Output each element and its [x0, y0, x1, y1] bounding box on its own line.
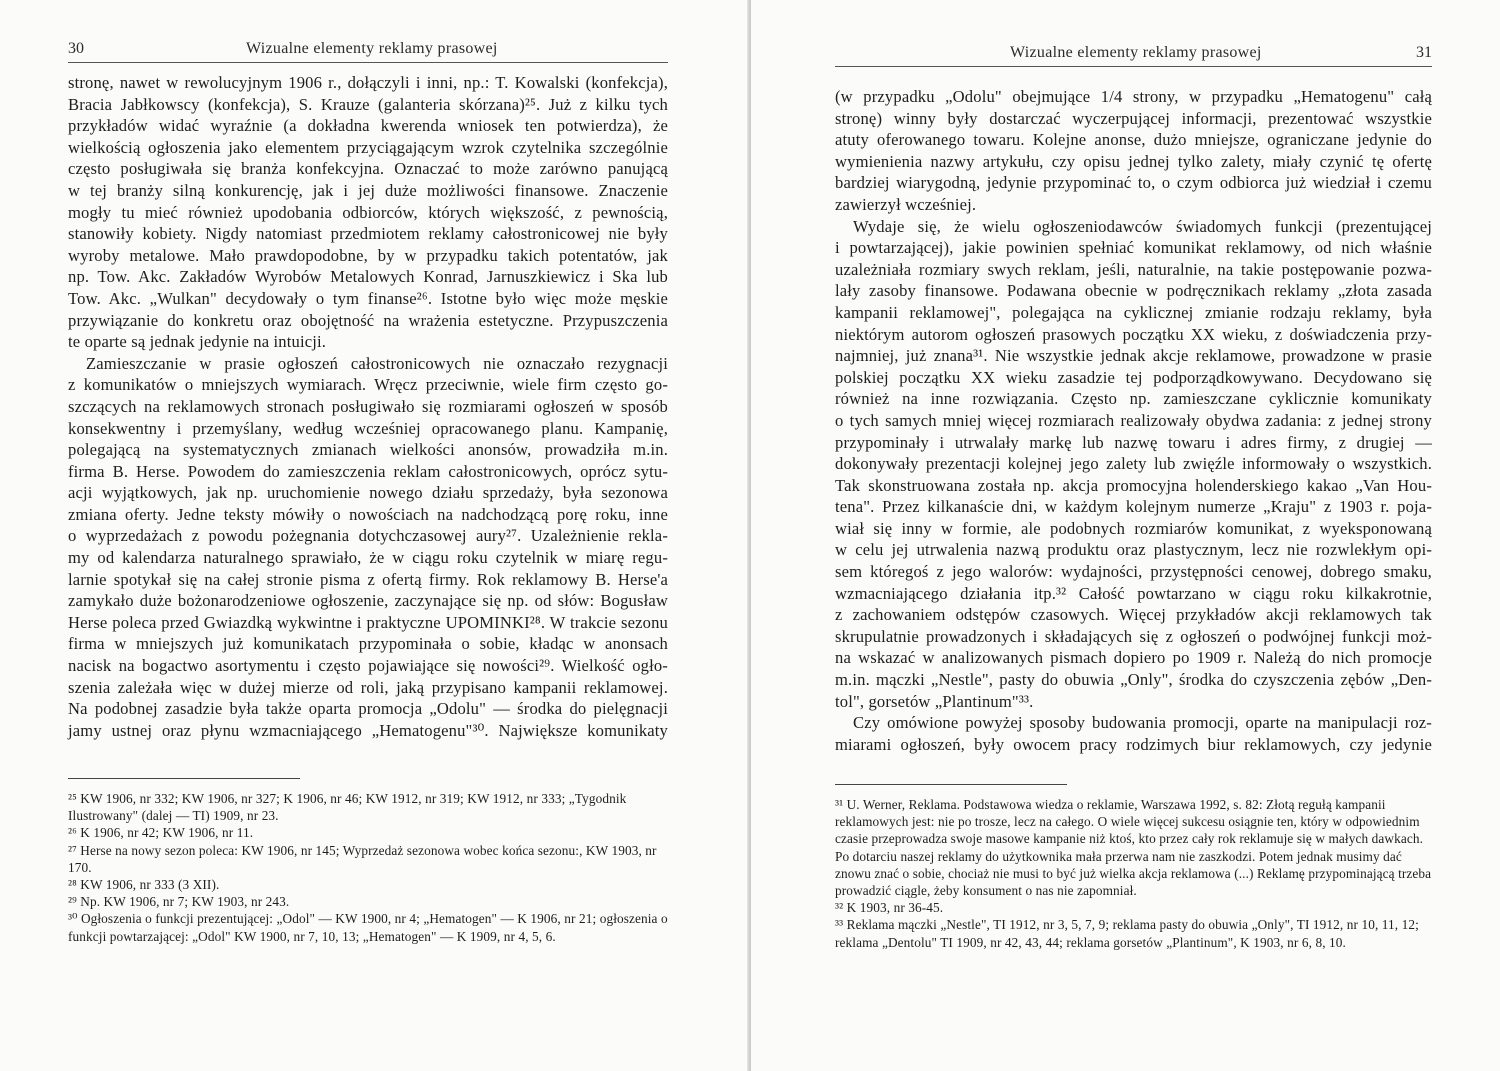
left-running-header	[68, 40, 668, 63]
footnote: ³¹ U. Werner, Reklama. Podstawowa wiedza o reklamie, Warszawa 1992, s. 82: Złotą regułą kampanii reklamowych jest: nie po trosze, lecz na całego. O wiele więcej sukcesu osiągnie ten, który w odpowiednim czasie przeprowadza swoje masowe kampanie niż ktoś, kto przez cały rok reklamuje się w małych dawkach. Po dotarciu naszej reklamy do użytkownika mała przerwa nam nie zaszkodzi. Potem jednak musimy dać znowu znać o sobie, chociaż nie musi to być już wielka akcja reklamowa (...) Reklamę przypominającą trzeba prowadzić ciągle, żeby konsument o nas nie zapomniał.	[835, 797, 1432, 899]
text-line: konsekwentny i przemyślany, według wcześniej opracowanego planu. Kampanię,	[68, 418, 668, 438]
text-line: firma w mniejszych już komunikatach przypominała o sobie, kładąc w anonsach	[68, 634, 668, 654]
text-line: przypominały i utrwalały markę lub nazwę towaru i adres firmy, z drugiej —	[835, 432, 1432, 452]
footnote: ³² K 1903, nr 36-45.	[835, 900, 944, 916]
text-line: kampanii reklamowej", polegająca na cyklicznej zmianie rodzaju reklamy, była	[835, 302, 1432, 322]
text-line: stronę, nawet w rewolucyjnym 1906 r., dołączyli i inni, np.: T. Kowalski (konfekcja),	[68, 73, 668, 92]
right-page	[751, 0, 1500, 1071]
right-footnotes	[835, 796, 1432, 951]
text-line: miarami ogłoszeń, były owocem pracy rodzimych biur reklamowych, czy jedynie	[835, 734, 1432, 754]
text-line: w tej branży silną konkurencję, jak i jej duże możliwości finansowe. Znaczenie	[68, 180, 668, 200]
text-line: wyroby metalowe. Mało prawdopodobne, by w przypadku takich potentatów, jak	[68, 245, 668, 265]
text-line: dokonywały prezentacji kolejnej jego zalety lub zwięźle informowały o wszystkich.	[835, 454, 1432, 474]
text-line: uzależniała rozmiary swych reklam, jeśli, naturalnie, na takie postępowanie pozwa-	[835, 259, 1432, 279]
footnote: ²⁸ KW 1906, nr 333 (3 XII).	[68, 877, 220, 893]
footnote: ³³ Reklama mączki „Nestle", TI 1912, nr 3, 5, 7, 9; reklama pasty do obuwia „Only", TI 1912, nr 10, 11, 12; reklama „Dentolu" TI 1909, nr 42, 43, 44; reklama gorsetów „Plantinum", K 1903, nr 6, 8, 10.	[835, 917, 1419, 950]
text-line: Herse poleca przed Gwiazdką wykwintne i praktyczne UPOMINKI²⁸. W trakcie sezonu	[68, 612, 668, 632]
left-header-title: Wizualne elementy reklamy prasowej	[246, 40, 498, 57]
right-running-header	[835, 44, 1432, 67]
text-line: m.in. mączki „Nestle", pasty do obuwia „Only", środka do czyszczenia zębów „Den-	[835, 670, 1432, 690]
text-line: my od kalendarza naturalnego sprawiało, że w ciągu roku czytelnik w miarę regu-	[68, 548, 668, 568]
text-line: Tow. Akc. „Wulkan" decydowały o tym finanse²⁶. Istotne było więc może męskie	[68, 288, 668, 308]
text-line: na wskazać w analizowanych pismach dopiero po 1909 r. Należą do nich promocje	[835, 648, 1432, 668]
right-page-number: 31	[1416, 44, 1432, 61]
text-line: Czy omówione powyżej sposoby budowania promocji, oparte na manipulacji roz-	[853, 713, 1432, 733]
left-body-text	[68, 72, 668, 741]
text-line: tol", gorsetów „Plantinum"³³.	[835, 691, 1034, 711]
text-line: np. Tow. Akc. Zakładów Wyrobów Metalowych Konrad, Jarnuszkiewicz i Ska lub	[68, 267, 668, 287]
text-line: wiał się inny w formie, ale podobnych rozmiarów komunikat, z wyeksponowaną	[835, 518, 1432, 538]
text-line: lały zasoby finansowe. Podawana obecnie w podręcznikach reklamy „złota zasada	[835, 281, 1432, 301]
text-line: wymienienia nazwy artykułu, czy opisu jednej tylko zalety, miały czynić tę ofertę	[835, 151, 1432, 171]
text-line: polskiej początku XX wieku zasadzie tej podporządkowywano. Decydowano się	[835, 367, 1432, 387]
text-line: larnie spotykał się na całej stronie pisma z ofertą firmy. Rok reklamowy B. Herse'a	[68, 569, 668, 589]
text-line: acji wyjątkowych, jak np. uruchomienie nowego działu sprzedaży, była sezonowa	[68, 483, 668, 503]
text-line: wielkością ogłoszenia jako elementem przyciągającym wzrok czytelnika szczególnie	[68, 137, 668, 157]
text-line: tena". Przez kilkanaście dni, w każdym kolejnym numerze „Kraju" z 1903 r. poja-	[835, 497, 1432, 517]
text-line: z zachowaniem odstępów czasowych. Więcej przykładów akcji reklamowych tak	[835, 605, 1432, 625]
text-line: w celu jej utrwalenia nazwą produktu oraz plastycznym, lecz nie rozwlekłym opi-	[835, 540, 1432, 560]
text-line: sem któregoś z jego walorów: wydajności, przystępności cenowej, dobrego smaku,	[835, 562, 1432, 582]
text-line: Tak skonstruowana została np. akcja promocyjna holenderskiego kakao „Van Hou-	[835, 475, 1432, 495]
footnote: ²⁶ K 1906, nr 42; KW 1906, nr 11.	[68, 825, 254, 841]
text-line: Wydaje się, że wielu ogłoszeniodawców świadomych funkcji (prezentującej	[853, 216, 1432, 236]
left-page	[0, 0, 749, 1071]
text-line: o tych samych mniej więcej rozmiarach realizowały obydwa zadania: z jednej strony	[835, 410, 1432, 430]
text-line: Zamieszczanie w prasie ogłoszeń całostronicowych nie oznaczało rezygnacji	[86, 353, 668, 373]
right-header-title: Wizualne elementy reklamy prasowej	[1010, 44, 1262, 61]
footnote: ²⁵ KW 1906, nr 332; KW 1906, nr 327; K 1906, nr 46; KW 1912, nr 319; KW 1912, nr 333; „Tygodnik Ilustrowany" (dalej — TI) 1909, nr 23.	[68, 791, 627, 824]
text-line: i powtarzającej), jakie powinien spełniać komunikat reklamowy, od nich właśnie	[835, 238, 1432, 258]
text-line: szenia zależała więc w dużej mierze od roli, jaką przypisano kampanii reklamowej.	[68, 677, 668, 697]
text-line: szczących na reklamowych stronach posługiwało się rozmiarami ogłoszeń w sposób	[68, 396, 668, 416]
left-footnote-rule	[68, 778, 300, 779]
text-line: przykładów widać wyraźnie (a dokładna kwerenda wniosek ten potwierdza), że	[68, 116, 668, 136]
text-line: Bracia Jabłkowscy (konfekcja), S. Krauze (galanteria skórzana)²⁵. Już z kilku tych	[68, 94, 668, 114]
footnote: ³⁰ Ogłoszenia o funkcji prezentującej: „Odol" — KW 1900, nr 4; „Hematogen" — K 1906, nr 21; ogłoszenia o funkcji powtarzającej: „Odol" KW 1900, nr 7, 10, 13; „Hematogen" — K 1909, nr 4, 5, 6.	[68, 911, 668, 944]
text-line: z komunikatów o mniejszych wymiarach. Wręcz przeciwnie, wiele firm często go-	[68, 375, 668, 395]
text-line: firma B. Herse. Powodem do zamieszczenia reklam całostronicowych, oprócz sytu-	[68, 461, 668, 481]
text-line: stronę) winny były dostarczać wyczerpującej informacji, prezentować wszystkie	[835, 108, 1432, 128]
left-footnotes	[68, 790, 668, 945]
text-line: jamy ustnej oraz płynu wzmacniającego „Hematogenu"³⁰. Największe komunikaty	[68, 720, 668, 740]
text-line: Na podobnej zasadzie była także oparta promocja „Odolu" — środka do pielęgnacji	[68, 699, 668, 719]
text-line: (w przypadku „Odolu" obejmujące 1/4 strony, w przypadku „Hematogenu" całą	[835, 87, 1432, 106]
text-line: o wyprzedażach z powodu pożegnania dotychczasowej aury²⁷. Uzależnienie rekla-	[68, 526, 668, 546]
text-line: zamykało duże bożonarodzeniowe ogłoszenie, zaczynające się np. od słów: Bogusław	[68, 591, 668, 611]
right-body-text	[835, 86, 1432, 755]
text-line: najmniej, już znana³¹. Nie wszystkie jednak akcje reklamowe, prowadzone w prasie	[835, 346, 1432, 366]
text-line: bardziej wiarygodną, jedynie przypominać to, o czym odbiorca już wiedział i czemu	[835, 173, 1432, 193]
footnote: ²⁷ Herse na nowy sezon poleca: KW 1906, nr 145; Wyprzedaż sezonowa wobec końca sezonu:, KW 1903, nr 170.	[68, 842, 657, 875]
text-line: nacisk na bogactwo asortymentu i często pojawiające się nowości²⁹. Wielkość ogło-	[68, 656, 668, 676]
text-line: przywiązanie do konkretu oraz obojętność na wrażenia estetyczne. Przypuszczenia	[68, 310, 668, 330]
right-footnote-rule	[835, 784, 1067, 785]
text-line: niektórym autorom ogłoszeń prasowych początku XX wieku, z doświadczenia przy-	[835, 324, 1432, 344]
text-line: mogły tu mieć również upodobania odbiorców, których większość, z pewnością,	[68, 202, 668, 222]
text-line: wzmacniającego działania itp.³² Całość powtarzano w ciągu roku kilkakrotnie,	[835, 583, 1432, 603]
left-page-number: 30	[68, 40, 84, 57]
text-line: zmiana oferty. Jedne teksty mówiły o nowościach na nadchodzącą porę roku, inne	[68, 504, 668, 524]
text-line: polegającą na systematycznych zmianach wielkości anonsów, prowadziła m.in.	[68, 440, 668, 460]
text-line: stanowiły kobiety. Nigdy natomiast przedmiotem reklamy całostronicowej nie były	[68, 224, 668, 244]
text-line: również na inne rozwiązania. Często np. zamieszczane cyklicznie komunikaty	[835, 389, 1432, 409]
text-line: często posługiwała się branża konfekcyjna. Oznaczać to może zarówno panującą	[68, 159, 668, 179]
footnote: ²⁹ Np. KW 1906, nr 7; KW 1903, nr 243.	[68, 894, 290, 910]
text-line: te oparte są jednak jedynie na intuicji.	[68, 332, 327, 352]
text-line: zawierzył wcześniej.	[835, 194, 977, 214]
text-line: atuty oferowanego towaru. Kolejne anonse, dużo mniejsze, ograniczane jedynie do	[835, 130, 1432, 150]
text-line: skrupulatnie prowadzonych i składających się z ogłoszeń o podwójnej funkcji moż-	[835, 626, 1432, 646]
